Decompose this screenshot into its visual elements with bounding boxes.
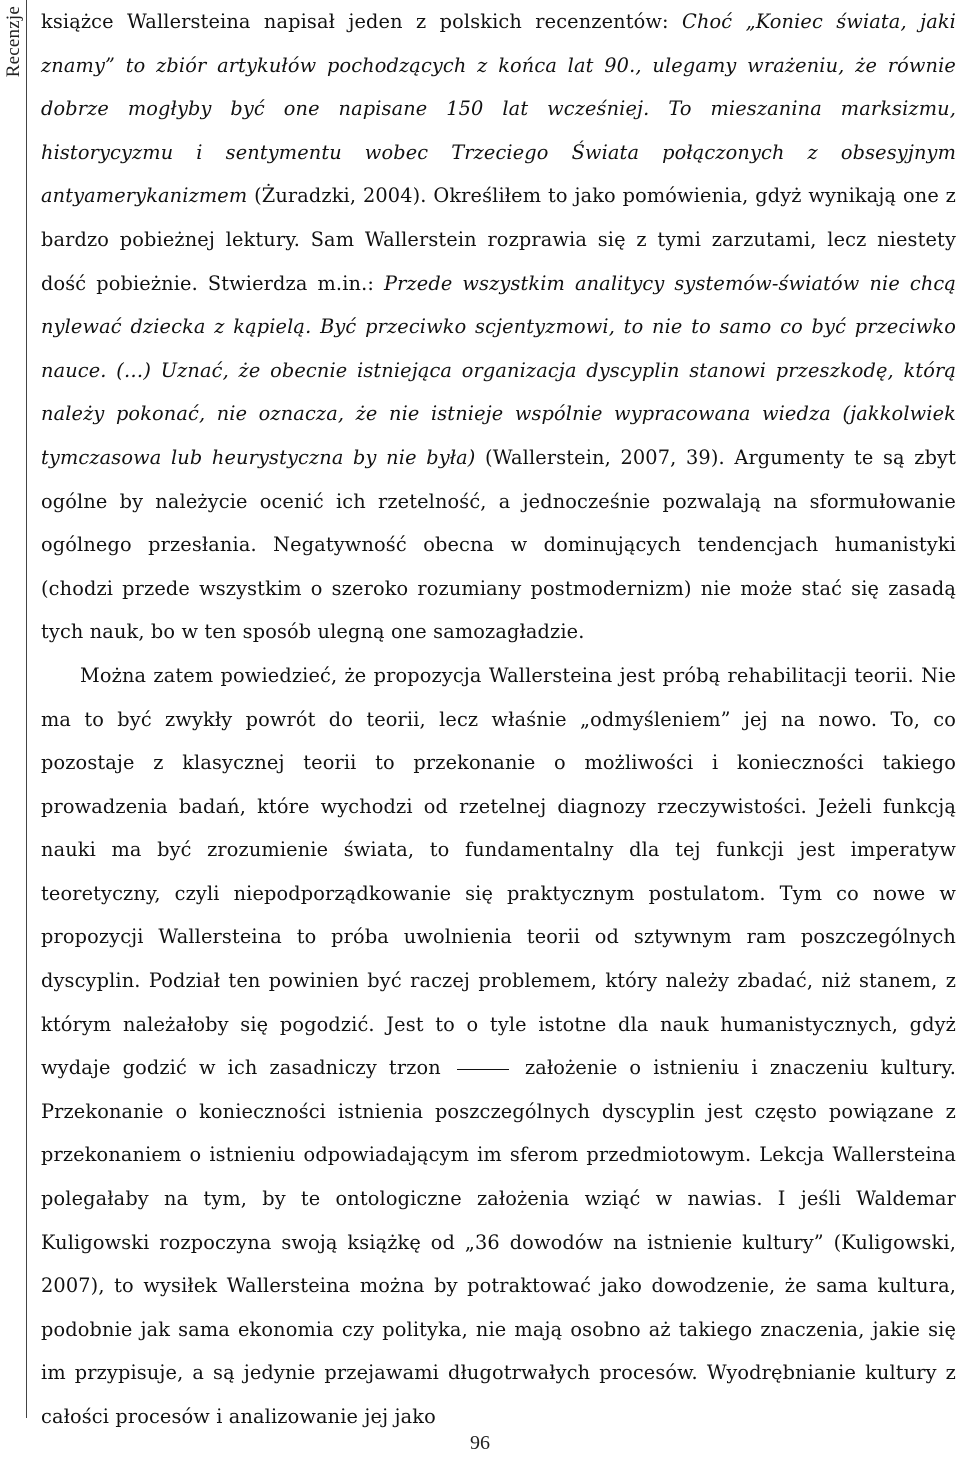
paragraph-2-text-2: założenie o istnieniu i znaczeniu kultury. Przekonanie o konieczności istnienia poszczególnych dyscyplin jest często powiązane z przekonaniem o istnieniu odpowiadającym im sferom przedmiotowym. Lekcja Wallersteina polegałaby na tym, by te ontologiczne założenia wziąć w nawias. I jeśli Waldemar Kuligowski rozpoczyna swoją książkę od „36 dowodów na istnienie kultury” (Kuligowski, 2007), to wysiłek Wallersteina można by potraktować jako dowodzenie, że sama kultura, podobnie jak sama ekonomia czy polityka, nie mają osobno aż takiego znaczenia, jakie się im przypisuje, a są jedynie przejawami długotrwałych procesów. Wyodrębnianie kultury z całości procesów i analizowanie jej jako xyxy=(41,1056,956,1428)
em-dash xyxy=(457,1069,509,1070)
running-header-sidebar xyxy=(0,0,27,1418)
paragraph-1-text-1: książce Wallersteina napisał jeden z polskich recenzentów: xyxy=(41,10,683,33)
page-body xyxy=(41,0,956,1439)
running-header: Recenzje xyxy=(3,6,24,78)
paragraph-1 xyxy=(41,0,956,654)
paragraph-1-text-3: (Wallerstein, 2007, 39). Argumenty te są zbyt ogólne by należycie ocenić ich rzetelność, a jednocześnie pozwalają na sformułowanie ogólnego przesłania. Negatywność obecna w dominujących tendencjach humanistyki (chodzi przede wszystkim o szeroko rozumiany postmodernizm) nie może stać się zasadą tych nauk, bo w ten sposób ulegną one samozagładzie. xyxy=(41,445,957,644)
paragraph-1-quote-3: Przede wszystkim analitycy systemów-światów nie chcą nylewać dziecka z kąpielą. Być przeciwko scjentyzmowi, to nie to samo co być przeciwko nauce. (…) Uznać, że obecnie istniejąca organizacja dyscyplin stanowi przeszkodę, którą należy pokonać, nie oznacza, że nie istnieje wspólnie wypracowana wiedza (jakkolwiek tymczasowa lub heurystyczna by nie była) xyxy=(41,271,957,469)
paragraph-1-text-2: (Żuradzki, 2004). Określiłem to jako pomówienia, gdyż wynikają one z bardzo pobieżnej lektury. Sam Wallerstein rozprawia się z tymi zarzutami, lecz niestety dość pobieżnie. Stwierdza m.in.: xyxy=(41,184,956,295)
paragraph-1-quote-2: , ulegamy wrażeniu, że równie dobrze mogłyby być one napisane 150 lat wcześniej. To mieszanina marksizmu, historycyzmu i sentymentu wobec Trzeciego Świata połączonych z obsesyjnym antyamerykanizmem xyxy=(41,53,956,208)
page-number: 96 xyxy=(470,1432,490,1454)
paragraph-1-quote-1: Choć „Koniec świata, jaki znamy” to zbiór artykułów pochodzących z końca lat 90. xyxy=(41,10,957,77)
paragraph-2-text-1: Można zatem powiedzieć, że propozycja Wallersteina jest próbą rehabilitacji teorii. Nie ma to być zwykły powrót do teorii, lecz właśnie „odmyśleniem” jej na nowo. To, co pozostaje z klasycznej teorii to przekonanie o możliwości i konieczności takiego prowadzenia badań, które wychodzi od rzetelnej diagnozy rzeczywistości. Jeżeli funkcją nauki ma być zrozumienie świata, to fundamentalny dla tej funkcji jest imperatyw teoretyczny, czyli niepodporządkowanie się praktycznym postulatom. Tym co nowe w propozycji Wallersteina to próba uwolnienia teorii od sztywnym ram poszczególnych dyscyplin. Podział ten powinien być raczej problemem, który należy zbadać, niż stanem, z którym należałoby się pogodzić. Jest to o tyle istotne dla nauk humanistycznych, gdyż wydaje godzić w ich zasadniczy trzon xyxy=(41,663,956,1080)
paragraph-2 xyxy=(41,654,956,1439)
